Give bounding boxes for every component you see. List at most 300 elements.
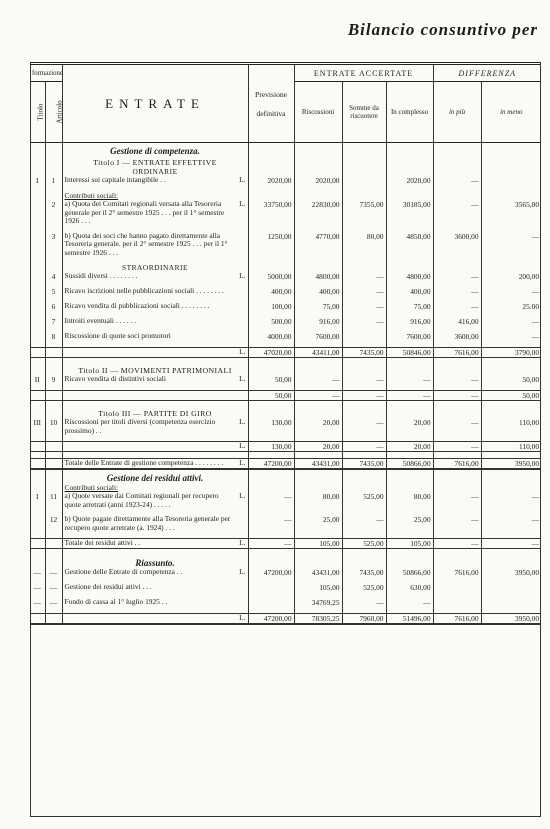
prev-value: 400,00: [248, 287, 294, 296]
description-text: Introiti eventuali . . . . . .: [64, 316, 137, 325]
table-row: [30, 598, 541, 607]
titolo-cell: I: [36, 492, 39, 501]
tit-cell: [30, 191, 45, 200]
currency-mark: [236, 583, 246, 592]
meno-value: 3950,00: [481, 614, 541, 625]
description-text: Ricavo vendita di distintivi sociali: [64, 374, 166, 383]
table-row: [30, 332, 541, 341]
somme-cell: [342, 156, 386, 167]
sum-row: [30, 539, 541, 549]
description-text: Ricavo iscrizioni nelle pubblicazioni sociali . . . . . . . .: [64, 286, 224, 295]
meno-value: [481, 176, 541, 185]
articolo-cell: 9: [45, 375, 62, 384]
table-row: [30, 568, 541, 577]
compl-value: 50866,00: [386, 568, 433, 577]
titolo-cell: —: [33, 583, 41, 592]
table-row: [30, 515, 541, 532]
articolo-cell: [45, 391, 62, 401]
prev-value: —: [248, 515, 294, 532]
description-cell: [62, 598, 248, 607]
prev-value: 50,00: [248, 375, 294, 384]
compl-value: 75,00: [386, 302, 433, 311]
risc-value: 43431,00: [294, 568, 342, 577]
tit-cell: [30, 263, 45, 272]
compl-value: 51496,00: [386, 614, 433, 625]
prev-cell: [248, 167, 294, 176]
currency-mark: [236, 515, 246, 532]
meno-value: 3565,00: [481, 200, 541, 226]
previsione-header: Previsione definitiva: [248, 64, 294, 143]
compl-value: 25,00: [386, 515, 433, 532]
page-title: Bilancio consuntivo per: [347, 20, 538, 39]
description-text: Interessi sui capitale intangibile . .: [64, 175, 166, 184]
table-header: [30, 64, 541, 143]
risc-cell: [294, 483, 342, 492]
currency-mark: [236, 302, 246, 311]
meno-cell: [481, 407, 541, 418]
description-cell: [62, 348, 248, 358]
formazione-header: formazione: [30, 64, 62, 82]
prev-value: 33750,00: [248, 200, 294, 226]
description-text: a) Quota dei Comitati regionali versata alla Tesoreria generale per il 2° semestre 1925 . . . per il 1° semestre 1926 . . .: [64, 199, 225, 225]
compl-value: 105,00: [386, 539, 433, 549]
somme-value: —: [342, 418, 386, 435]
prev-cell: [248, 555, 294, 568]
section-row: [30, 469, 541, 483]
somme-value: —: [342, 302, 386, 311]
risc-cell: [294, 407, 342, 418]
prev-value: 130,00: [248, 418, 294, 435]
piu-cell: [433, 191, 481, 200]
risc-value: 80,00: [294, 492, 342, 509]
titolo-cell: [30, 614, 45, 625]
risc-cell: [294, 364, 342, 375]
prev-value: 2020,00: [248, 176, 294, 185]
compl-value: 50866,00: [386, 459, 433, 470]
compl-cell: [386, 191, 433, 200]
meno-cell: [481, 167, 541, 176]
titolo-cell: [30, 200, 45, 226]
articolo-cell: 7: [45, 317, 62, 326]
articolo-cell: —: [45, 583, 62, 592]
description-cell: [62, 583, 248, 592]
risc-value: 400,00: [294, 287, 342, 296]
risc-value: —: [294, 375, 342, 384]
description-cell: [62, 287, 248, 296]
compl-value: 400,00: [386, 287, 433, 296]
prev-cell: [248, 469, 294, 483]
tit-cell: [30, 407, 45, 418]
art-cell: [45, 156, 62, 167]
articolo-cell: 5: [45, 287, 62, 296]
somme-cell: [342, 143, 386, 157]
risc-value: 105,00: [294, 539, 342, 549]
art-cell: [45, 555, 62, 568]
risc-value: 43431,00: [294, 459, 342, 470]
titolo-cell: —: [33, 598, 41, 607]
risc-value: 20,00: [294, 418, 342, 435]
risc-value: 43411,00: [294, 348, 342, 358]
risc-cell: [294, 555, 342, 568]
in-meno-header: in meno: [481, 82, 541, 143]
section-text: Riassunto.: [62, 555, 248, 568]
art-cell: [45, 469, 62, 483]
spacer-cell: [433, 452, 481, 459]
description-cell: [62, 332, 248, 341]
articolo-cell: —: [45, 598, 62, 607]
table-row: [30, 317, 541, 326]
spacer-cell: [386, 452, 433, 459]
piu-value: —: [433, 176, 481, 185]
titolo-cell: [30, 272, 45, 281]
titolo-cell: [30, 332, 45, 341]
risc-value: 20,00: [294, 442, 342, 452]
compl-value: 30185,00: [386, 200, 433, 226]
risc-value: 78305,25: [294, 614, 342, 625]
titolo-cell: [30, 287, 45, 296]
riscossioni-header: Riscossioni: [294, 82, 342, 143]
meno-cell: [481, 364, 541, 375]
titolo-cell: [30, 391, 45, 401]
prev-value: 47200,00: [248, 568, 294, 577]
spacer-cell: [30, 452, 45, 459]
prev-cell: [248, 156, 294, 167]
risc-value: 2020,00: [294, 176, 342, 185]
risc-value: 25,00: [294, 515, 342, 532]
titolo-cell: III: [33, 418, 41, 427]
somme-value: 525,00: [342, 539, 386, 549]
meno-value: —: [481, 317, 541, 326]
description-cell: [62, 614, 248, 625]
label-text: Contributi sociali:: [62, 191, 248, 200]
table-row: [30, 272, 541, 281]
in-piu-header: in più: [433, 82, 481, 143]
compl-value: —: [386, 375, 433, 384]
piu-value: —: [433, 492, 481, 509]
compl-cell: [386, 469, 433, 483]
spacer-cell: [294, 452, 342, 459]
entrate-table: [30, 62, 541, 625]
art-cell: [45, 191, 62, 200]
section-text: Gestione di competenza.: [62, 143, 248, 157]
compl-value: 630,00: [386, 583, 433, 592]
prev-cell: [248, 364, 294, 375]
meno-value: —: [481, 287, 541, 296]
piu-cell: [433, 167, 481, 176]
description-cell: [62, 418, 248, 435]
titolo-header: Titolo: [30, 82, 45, 143]
risc-value: —: [294, 391, 342, 401]
meno-value: 50,00: [481, 391, 541, 401]
somme-cell: [342, 469, 386, 483]
currency-mark: L.: [239, 567, 246, 576]
prev-value: 1250,00: [248, 232, 294, 258]
piu-value: —: [433, 418, 481, 435]
risc-value: 916,00: [294, 317, 342, 326]
prev-value: [248, 598, 294, 607]
section-row: [30, 143, 541, 157]
description-text: b) Quote pagate direttamente alla Tesoreria generale per recupero quote arretrate (a. 1924) . . .: [64, 514, 231, 532]
risc-value: 4800,00: [294, 272, 342, 281]
spacer-cell: [248, 452, 294, 459]
differenza-header: DIFFERENZA: [433, 64, 541, 82]
tit-cell: [30, 143, 45, 157]
currency-mark: L.: [239, 374, 246, 383]
piu-cell: [433, 469, 481, 483]
compl-value: 916,00: [386, 317, 433, 326]
somme-value: 80,00: [342, 232, 386, 258]
table-row: [30, 287, 541, 296]
piu-value: —: [433, 302, 481, 311]
meno-value: —: [481, 232, 541, 258]
table-row: [30, 492, 541, 509]
prev-cell: [248, 191, 294, 200]
description-text: Ricavo vendita di pubblicazioni sociali . . . . . . . .: [64, 301, 210, 310]
subheading-text: STRAORDINARIE: [62, 263, 248, 272]
articolo-cell: [45, 459, 62, 470]
meno-cell: [481, 143, 541, 157]
meno-value: 200,00: [481, 272, 541, 281]
prev-value: 4000,00: [248, 332, 294, 341]
titolo-cell: [30, 459, 45, 470]
articolo-header: Articolo: [45, 82, 62, 143]
compl-cell: [386, 263, 433, 272]
piu-cell: [433, 407, 481, 418]
table-row: [30, 375, 541, 384]
description-cell: [62, 272, 248, 281]
somme-cell: [342, 364, 386, 375]
titolo-cell: I: [36, 176, 39, 185]
articolo-cell: 8: [45, 332, 62, 341]
compl-value: —: [386, 391, 433, 401]
prev-value: [248, 583, 294, 592]
articolo-cell: —: [45, 568, 62, 577]
meno-value: —: [481, 515, 541, 532]
prev-value: 100,00: [248, 302, 294, 311]
description-text: Totale delle Entrate di gestione competenza . . . . . . . .: [64, 458, 224, 467]
compl-cell: [386, 483, 433, 492]
table-row: [30, 200, 541, 226]
table-row: [30, 232, 541, 258]
articolo-cell: [45, 539, 62, 549]
risc-cell: [294, 191, 342, 200]
description-cell: [62, 391, 248, 401]
compl-cell: [386, 167, 433, 176]
somme-value: —: [342, 391, 386, 401]
risc-cell: [294, 156, 342, 167]
currency-mark: L.: [239, 271, 246, 280]
piu-cell: [433, 483, 481, 492]
currency-mark: L.: [239, 491, 246, 500]
somme-value: 7960,00: [342, 614, 386, 625]
art-cell: [45, 364, 62, 375]
piu-value: [433, 598, 481, 607]
articolo-cell: 6: [45, 302, 62, 311]
risc-value: 7600,00: [294, 332, 342, 341]
somme-cell: [342, 167, 386, 176]
meno-cell: [481, 483, 541, 492]
sum-row: [30, 442, 541, 452]
somme-header: Somme da riscuotere: [342, 82, 386, 143]
subheading-text: ORDINARIE: [62, 167, 248, 176]
description-text: Fondo di cassa al 1° luglio 1925 . .: [64, 597, 168, 606]
titolo-cell: [30, 317, 45, 326]
somme-value: 7435,00: [342, 348, 386, 358]
compl-value: 2020,00: [386, 176, 433, 185]
risc-cell: [294, 469, 342, 483]
somme-value: —: [342, 515, 386, 532]
somme-value: —: [342, 598, 386, 607]
meno-value: 25.00: [481, 302, 541, 311]
prev-value: 5000,00: [248, 272, 294, 281]
currency-mark: L.: [239, 538, 246, 547]
titolo-cell: [30, 515, 45, 532]
articolo-cell: [45, 442, 62, 452]
description-cell: [62, 442, 248, 452]
meno-value: 110,00: [481, 442, 541, 452]
description-text: [65, 348, 236, 357]
piu-value: 7616,00: [433, 459, 481, 470]
meno-value: 3950,00: [481, 568, 541, 577]
compl-value: 50846,00: [386, 348, 433, 358]
compl-value: 4850,00: [386, 232, 433, 258]
description-text: a) Quote versate dai Comitati regionali per recupero quote arretrati (anni 1923-24) . . . . .: [64, 491, 219, 509]
meno-value: 50,00: [481, 375, 541, 384]
prev-value: 500,00: [248, 317, 294, 326]
currency-mark: L.: [239, 347, 246, 356]
somme-value: 7435,00: [342, 459, 386, 470]
somme-value: —: [342, 272, 386, 281]
titolo-text: Titolo II — MOVIMENTI PATRIMONIALI: [62, 364, 248, 375]
art-cell: [45, 483, 62, 492]
titolo-cell: [30, 442, 45, 452]
description-cell: [62, 200, 248, 226]
description-cell: [62, 568, 248, 577]
articolo-cell: [45, 614, 62, 625]
currency-mark: [236, 598, 246, 607]
articolo-cell: 12: [45, 515, 62, 532]
piu-cell: [433, 555, 481, 568]
description-text: [65, 442, 236, 451]
description-cell: [62, 302, 248, 311]
piu-value: —: [433, 442, 481, 452]
meno-value: [481, 583, 541, 592]
piu-value: —: [433, 272, 481, 281]
titolo-cell: [30, 302, 45, 311]
meno-value: —: [481, 539, 541, 549]
currency-mark: [236, 232, 246, 258]
currency-mark: L.: [239, 417, 246, 426]
currency-mark: [236, 317, 246, 326]
titolo-cell: [30, 539, 45, 549]
piu-value: [433, 583, 481, 592]
articolo-cell: 4: [45, 272, 62, 281]
articolo-cell: 3: [45, 232, 62, 258]
table-row: [30, 418, 541, 435]
meno-cell: [481, 263, 541, 272]
description-cell: [62, 232, 248, 258]
titolo-cell: [30, 232, 45, 258]
table-row: [30, 302, 541, 311]
compl-cell: [386, 156, 433, 167]
meno-value: —: [481, 492, 541, 509]
compl-cell: [386, 143, 433, 157]
description-cell: [62, 515, 248, 532]
art-cell: [45, 407, 62, 418]
risc-cell: [294, 263, 342, 272]
description-cell: [62, 176, 248, 185]
piu-value: —: [433, 391, 481, 401]
compl-cell: [386, 555, 433, 568]
somme-value: 7435,00: [342, 568, 386, 577]
somme-cell: [342, 555, 386, 568]
titolo-cell: [30, 348, 45, 358]
prev-value: —: [248, 492, 294, 509]
compl-cell: [386, 364, 433, 375]
prev-value: 47200,00: [248, 459, 294, 470]
piu-cell: [433, 364, 481, 375]
compl-value: 4800,00: [386, 272, 433, 281]
accertate-header: ENTRATE ACCERTATE: [294, 64, 433, 82]
spacer-cell: [342, 452, 386, 459]
description-text: [65, 614, 236, 623]
description-cell: [62, 317, 248, 326]
description-text: Riscossioni per titoli diversi (competenza esercizio prossimo) . .: [64, 417, 216, 435]
description-text: Sussidi diversi . . . . . . . .: [64, 271, 138, 280]
compl-value: —: [386, 598, 433, 607]
meno-value: [481, 598, 541, 607]
somme-value: 525,00: [342, 583, 386, 592]
table-body: [30, 143, 541, 625]
description-cell: [62, 459, 248, 470]
meno-cell: [481, 156, 541, 167]
compl-value: 20,00: [386, 442, 433, 452]
currency-mark: L.: [239, 458, 246, 467]
titolo-text: Titolo I — ENTRATE EFFETTIVE: [62, 156, 248, 167]
titolo-row: [30, 156, 541, 167]
entrate-header: ENTRATE: [62, 64, 248, 143]
titolo-text: Titolo III — PARTITE DI GIRO: [62, 407, 248, 418]
piu-value: 7616,00: [433, 614, 481, 625]
table-row: [30, 583, 541, 592]
articolo-cell: 2: [45, 200, 62, 226]
prev-value: 47020,00: [248, 348, 294, 358]
description-cell: [62, 539, 248, 549]
tit-cell: [30, 156, 45, 167]
meno-cell: [481, 191, 541, 200]
risc-value: 105,00: [294, 583, 342, 592]
somme-value: 525,00: [342, 492, 386, 509]
somme-cell: [342, 263, 386, 272]
somme-value: 7355,00: [342, 200, 386, 226]
currency-mark: L.: [239, 199, 246, 208]
articolo-cell: [45, 348, 62, 358]
prev-value: 50,00: [248, 391, 294, 401]
meno-value: —: [481, 332, 541, 341]
sum-row: [30, 348, 541, 358]
spacer-cell: [481, 452, 541, 459]
prev-cell: [248, 263, 294, 272]
description-text: Gestione delle Entrate di competenza . .: [64, 567, 183, 576]
risc-cell: [294, 143, 342, 157]
articolo-cell: 11: [45, 492, 62, 509]
piu-value: 7616,00: [433, 348, 481, 358]
somme-cell: [342, 191, 386, 200]
piu-value: —: [433, 515, 481, 532]
compl-value: 20,00: [386, 418, 433, 435]
risc-value: 34769,25: [294, 598, 342, 607]
description-cell: [62, 375, 248, 384]
